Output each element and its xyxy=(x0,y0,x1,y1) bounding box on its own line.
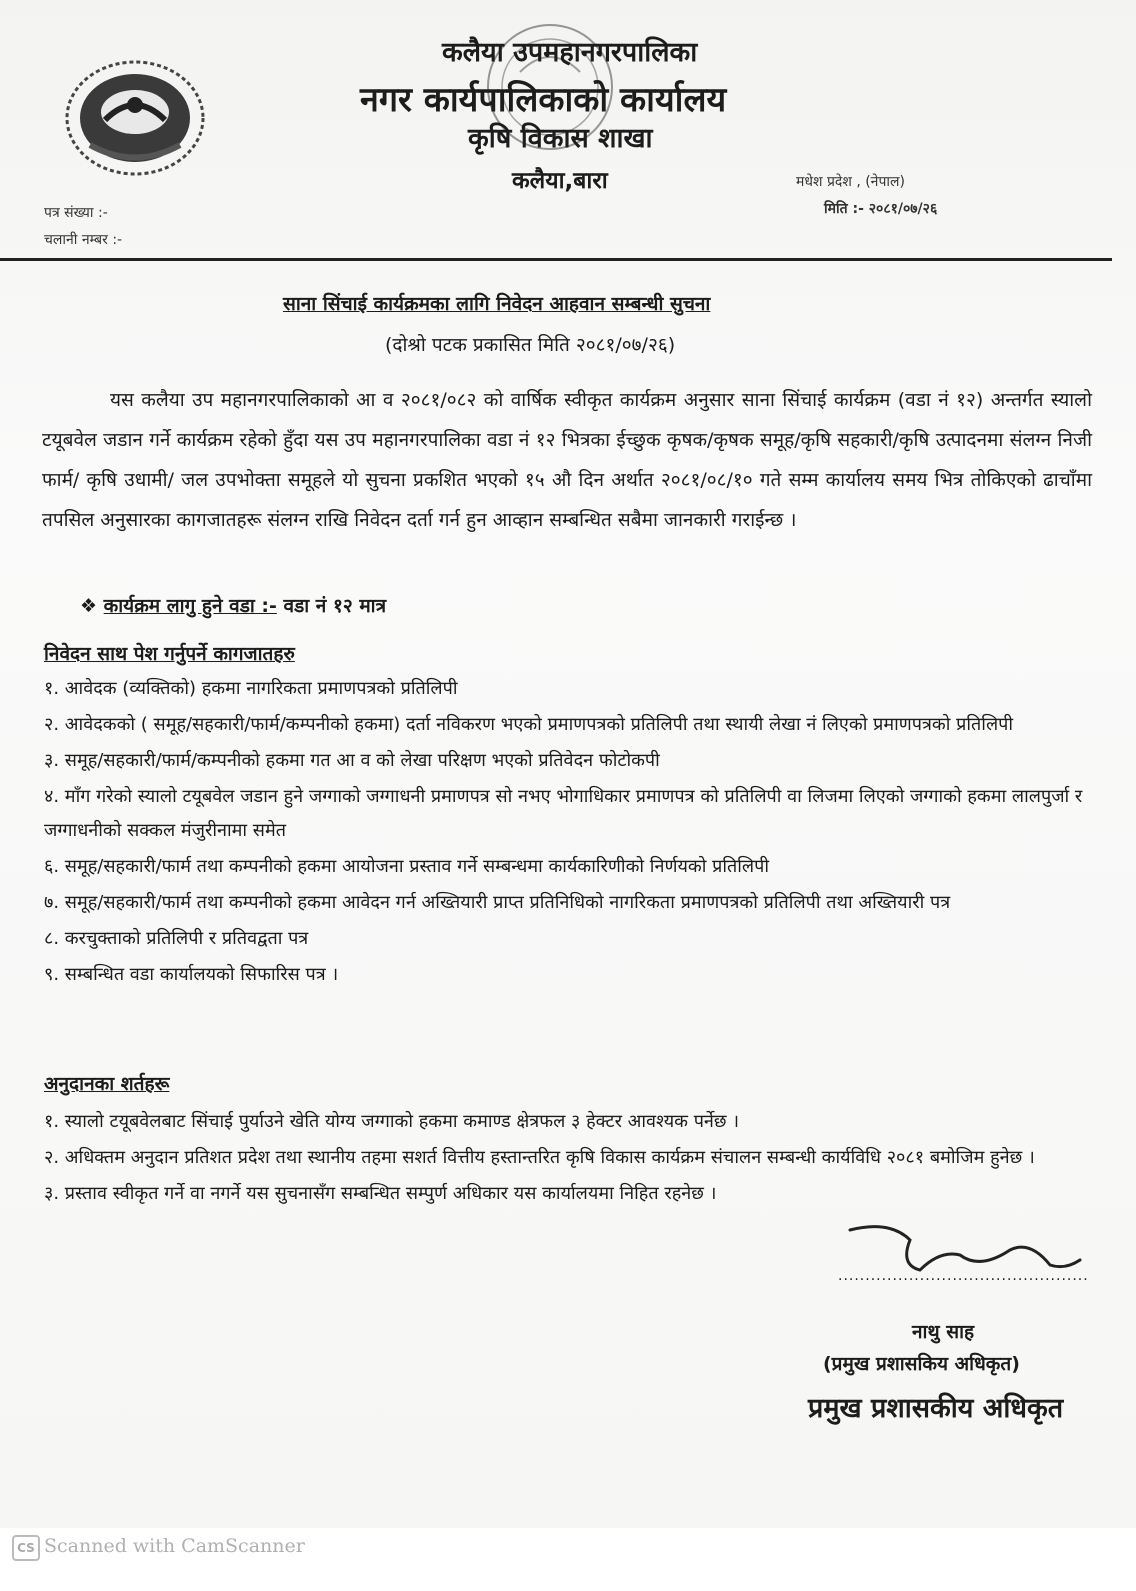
documents-list xyxy=(44,672,1094,992)
ward-bullet-label: कार्यक्रम लागु हुने वडा :- xyxy=(103,595,277,617)
list-item: २. अधिक्तम अनुदान प्रतिशत प्रदेश तथा स्थानीय तहमा सशर्त वित्तीय हस्तान्तरित कृषि विकास कार्यक्रम संचालन सम्बन्धी कार्यविधि २०८१ बमोजिम हुनेछ । xyxy=(44,1147,1035,1168)
issue-date: मिति :- २०८१/०७/२६ xyxy=(824,201,938,217)
dispatch-number-label: चलानी नम्बर :- xyxy=(44,232,123,248)
notice-body: यस कलैया उप महानगरपालिकाको आ व २०८१/०८२ को वार्षिक स्वीकृत कार्यक्रम अनुसार साना सिंचाई कार्यक्रम (वडा नं १२) अन्तर्गत स्यालो टयूबवेल जडान गर्ने कार्यक्रम रहेको हुँदा यस उप महानगरपालिका वडा नं १२ भित्रका ईच्छुक कृषक/कृषक समूह/कृषि सहकारी/कृषि उत्पादनमा संलग्न निजी फार्म/ कृषि उधामी/ जल उपभोक्ता समूहले यो सुचना प्रकशित भएको १५ औ दिन अर्थात २०८१/०८/१० गते सम्म कार्यालय समय भित्र तोकिएको ढाचाँमा तपसिल अनुसारका कागजातहरू संलग्न राखि निवेदन दर्ता गर्न हुन आव्हान सम्बन्धित सबैमा जानकारी गराईन्छ । xyxy=(42,389,1092,531)
signatory-name: नाथु साह xyxy=(912,1321,975,1343)
list-item: ३. समूह/सहकारी/फार्म/कम्पनीको हकमा गत आ व को लेखा परिक्षण भएको प्रतिवेदन फोटोकपी xyxy=(44,750,660,771)
municipality-name: कलैया उपमहानगरपालिका xyxy=(442,37,698,68)
documents-heading: निवेदन साथ पेश गर्नुपर्ने कागजातहरु xyxy=(44,643,295,665)
scanner-watermark: Scanned with CamScanner xyxy=(44,1535,305,1557)
designation-stamp: प्रमुख प्रशासकीय अधिकृत xyxy=(808,1393,1064,1424)
list-item: १. स्यालो टयूबवेलबाट सिंचाई पुर्याउने खेति योग्य जग्गाको हकमा कमाण्ड क्षेत्रफल ३ हेक्टर आवश्यक पर्नेछ । xyxy=(44,1111,740,1132)
letter-number-label: पत्र संख्या :- xyxy=(44,205,108,221)
list-item: २. आवेदकको ( समूह/सहकारी/फार्म/कम्पनीको हकमा) दर्ता नविकरण भएको प्रमाणपत्रको प्रतिलिपी तथा स्थायी लेखा नं लिएको प्रमाणपत्रको प्रतिलिपी xyxy=(44,714,1014,735)
office-name: नगर कार्यपालिकाको कार्यालय xyxy=(360,80,727,120)
office-location: कलैया,बारा xyxy=(512,168,608,194)
ward-bullet xyxy=(80,592,386,618)
camscanner-logo: CS xyxy=(12,1535,40,1561)
list-item: ८. करचुक्ताको प्रतिलिपी र प्रतिवद्वता पत्र xyxy=(44,928,309,949)
list-item: ६. समूह/सहकारी/फार्म तथा कम्पनीको हकमा आयोजना प्रस्ताव गर्ने सम्बन्धमा कार्यकारिणीको निर्णयको प्रतिलिपी xyxy=(44,856,770,877)
signatory-designation: (प्रमुख प्रशासकिय अधिकृत) xyxy=(823,1353,1020,1375)
conditions-heading: अनुदानका शर्तहरू xyxy=(44,1073,170,1095)
diamond-bullet-icon: ❖ xyxy=(80,595,98,617)
signature-line: .............................................. xyxy=(838,1268,1089,1284)
list-item: ४. माँग गरेको स्यालो टयूबवेल जडान हुने जग्गाको जग्गाधनी प्रमाणपत्र सो नभए भोगाधिकार प्रमाणपत्र को प्रतिलिपी वा लिजमा लिएको जग्गाको हकमा लालपुर्जा र जग्गाधनीको सक्कल मंजुरीनामा समेत xyxy=(44,786,1083,841)
notice-title: साना सिंचाई कार्यक्रमका लागि निवेदन आहवान सम्बन्धी सुचना xyxy=(283,293,711,315)
section-name: कृषि विकास शाखा xyxy=(468,123,653,154)
conditions-list xyxy=(44,1105,1094,1211)
notice-subtitle: (दोश्रो पटक प्रकासित मिति २०८१/०७/२६) xyxy=(385,334,676,356)
ward-bullet-value: वडा नं १२ मात्र xyxy=(283,595,387,617)
municipality-emblem xyxy=(60,50,210,180)
list-item: १. आवेदक (व्यक्तिको) हकमा नागरिकता प्रमाणपत्रको प्रतिलिपी xyxy=(44,678,458,699)
header-divider xyxy=(0,258,1112,261)
list-item: ३. प्रस्ताव स्वीकृत गर्ने वा नगर्ने यस सुचनासँग सम्बन्धित सम्पुर्ण अधिकार यस कार्यालयमा निहित रहनेछ । xyxy=(44,1183,717,1204)
list-item: ९. सम्बन्धित वडा कार्यालयको सिफारिस पत्र । xyxy=(44,964,339,985)
province-label: मधेश प्रदेश , (नेपाल) xyxy=(796,174,905,190)
list-item: ७. समूह/सहकारी/फार्म तथा कम्पनीको हकमा आवेदन गर्न अख्तियारी प्राप्त प्रतिनिधिको नागरिकता प्रमाणपत्रको प्रतिलिपी तथा अख्तियारी पत्र xyxy=(44,892,951,913)
